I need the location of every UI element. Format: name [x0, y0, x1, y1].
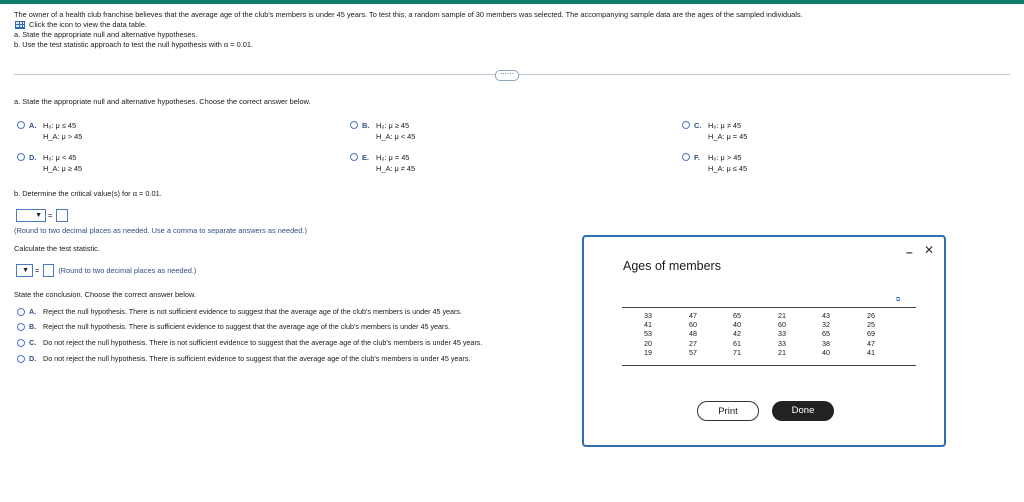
data-cell: 38: [822, 338, 830, 348]
option-b[interactable]: [350, 121, 415, 142]
alt-hypothesis: H_A: μ < 45: [376, 131, 416, 141]
critical-value-dropdown[interactable]: [16, 209, 46, 222]
radio-icon[interactable]: [350, 121, 358, 129]
question-a-prompt: a. State the appropriate null and alternative hypotheses. Choose the correct answer below.: [14, 97, 311, 106]
data-cell: 20: [644, 338, 652, 348]
top-accent-bar: [0, 0, 1024, 4]
option-letter: B.: [29, 322, 37, 331]
null-hypothesis: H₀: μ < 45: [43, 153, 77, 162]
data-column-4: [770, 311, 786, 357]
option-letter: F.: [694, 153, 700, 162]
option-letter: E.: [362, 153, 369, 162]
data-cell: 48: [689, 329, 697, 339]
data-cell: 57: [689, 347, 697, 357]
radio-icon[interactable]: [17, 323, 25, 331]
alt-hypothesis: H_A: μ ≠ 45: [376, 163, 416, 173]
alt-hypothesis: H_A: μ ≤ 45: [708, 163, 748, 173]
option-letter: A.: [29, 121, 37, 130]
option-letter: A.: [29, 307, 37, 316]
equals-sign: =: [35, 266, 40, 275]
null-hypothesis: H₀: μ ≠ 45: [708, 121, 742, 130]
data-cell: 71: [733, 347, 741, 357]
radio-icon[interactable]: [17, 153, 25, 161]
data-column-2: [681, 311, 697, 357]
close-icon[interactable]: ✕: [924, 243, 935, 257]
alt-hypothesis: H_A: μ = 45: [708, 131, 748, 141]
data-cell: 60: [689, 320, 697, 330]
option-d[interactable]: [17, 153, 82, 174]
conclusion-text: Do not reject the null hypothesis. There is not sufficient evidence to suggest that the average age of the club's members is under 45 years.: [43, 338, 483, 347]
test-statistic-dropdown[interactable]: [16, 264, 33, 277]
option-c[interactable]: [682, 121, 747, 142]
data-cell: 27: [689, 338, 697, 348]
option-letter: D.: [29, 153, 37, 162]
option-letter: C.: [694, 121, 702, 130]
print-button[interactable]: Print: [697, 401, 759, 421]
data-cell: 33: [644, 311, 652, 320]
data-cell: 25: [867, 320, 875, 330]
data-cell: 43: [822, 311, 830, 320]
option-e[interactable]: [350, 153, 415, 174]
data-cell: 60: [778, 320, 786, 330]
hypothesis-pair: [376, 153, 415, 174]
data-column-6: [859, 311, 875, 357]
conclusion-text: Reject the null hypothesis. There is not sufficient evidence to suggest that the average age of the club's members is under 45 years.: [43, 307, 463, 316]
radio-icon[interactable]: [17, 308, 25, 316]
data-cell: 40: [822, 347, 830, 357]
problem-statement: The owner of a health club franchise believes that the average age of the club's members is under 45 years. To test this, a random sample of 30 members was selected. The accompanying sample data are the ages of the sampled individuals.: [14, 10, 803, 19]
radio-icon[interactable]: [682, 153, 690, 161]
test-statistic-input[interactable]: [43, 264, 54, 277]
conclusion-option-c[interactable]: [17, 338, 482, 347]
radio-icon[interactable]: [350, 153, 358, 161]
data-cell: 61: [733, 338, 741, 348]
part-a-instruction: a. State the appropriate null and alternative hypotheses.: [14, 30, 198, 39]
data-column-5: [814, 311, 830, 357]
data-cell: 33: [778, 338, 786, 348]
data-cell: 65: [733, 311, 741, 320]
done-button[interactable]: Done: [772, 401, 834, 421]
conclusion-option-a[interactable]: [17, 307, 462, 316]
data-column-3: [725, 311, 741, 357]
option-letter: B.: [362, 121, 370, 130]
option-letter: D.: [29, 354, 37, 363]
data-cell: 47: [867, 338, 875, 348]
data-table-link-text[interactable]: Click the icon to view the data table.: [29, 20, 147, 29]
table-icon[interactable]: [15, 21, 25, 29]
null-hypothesis: H₀: μ > 45: [708, 153, 742, 162]
data-cell: 41: [867, 347, 875, 357]
conclusion-option-b[interactable]: [17, 322, 450, 331]
round-hint-critical: (Round to two decimal places as needed. Use a comma to separate answers as needed.): [14, 226, 307, 235]
hypothesis-pair: [43, 153, 82, 174]
data-cell: 32: [822, 320, 830, 330]
data-cell: 26: [867, 311, 875, 320]
data-cell: 69: [867, 329, 875, 339]
copy-data-icon[interactable]: ⧉: [896, 297, 901, 303]
conclusion-text: Reject the null hypothesis. There is sufficient evidence to suggest that the average age of the club's members is under 45 years.: [43, 322, 451, 331]
round-hint-statistic: (Round to two decimal places as needed.): [58, 266, 197, 275]
conclusion-prompt: State the conclusion. Choose the correct answer below.: [14, 290, 196, 299]
null-hypothesis: H₀: μ ≤ 45: [43, 121, 77, 130]
data-cell: 53: [644, 329, 652, 339]
hypothesis-pair: [43, 121, 82, 142]
radio-icon[interactable]: [17, 339, 25, 347]
data-cell: 21: [778, 347, 786, 357]
null-hypothesis: H₀: μ = 45: [376, 153, 410, 162]
option-a[interactable]: [17, 121, 82, 142]
radio-icon[interactable]: [17, 355, 25, 363]
data-cell: 33: [778, 329, 786, 339]
hypothesis-pair: [708, 121, 747, 142]
caret-down-icon[interactable]: ▼: [35, 212, 42, 219]
data-cell: 47: [689, 311, 697, 320]
null-hypothesis: H₀: μ ≥ 45: [376, 121, 410, 130]
critical-value-row: [16, 209, 68, 222]
test-statistic-row: [16, 264, 196, 277]
data-column-1: [636, 311, 652, 357]
question-b-prompt: b. Determine the critical value(s) for α = 0.01.: [14, 189, 162, 198]
radio-icon[interactable]: [17, 121, 25, 129]
part-b-instruction: b. Use the test statistic approach to test the null hypothesis with α = 0.01.: [14, 40, 254, 49]
option-f[interactable]: [682, 153, 747, 174]
alt-hypothesis: H_A: μ > 45: [43, 131, 83, 141]
data-cell: 19: [644, 347, 652, 357]
data-cell: 65: [822, 329, 830, 339]
conclusion-text: Do not reject the null hypothesis. There is sufficient evidence to suggest that the average age of the club's members is under 45 years.: [43, 354, 471, 363]
ages-data-table: [622, 307, 916, 366]
calc-statistic-prompt: Calculate the test statistic.: [14, 244, 100, 253]
expand-more-button[interactable]: ⋯⋯: [495, 70, 519, 81]
caret-down-icon[interactable]: ▼: [22, 267, 29, 274]
alt-hypothesis: H_A: μ ≥ 45: [43, 163, 83, 173]
option-letter: C.: [29, 338, 37, 347]
critical-value-input[interactable]: [56, 209, 68, 222]
minimize-icon[interactable]: –: [906, 245, 913, 259]
data-cell: 41: [644, 320, 652, 330]
problem-intro: [14, 10, 1014, 50]
data-table-link[interactable]: [15, 20, 1014, 30]
hypothesis-pair: [376, 121, 415, 142]
data-cell: 42: [733, 329, 741, 339]
radio-icon[interactable]: [682, 121, 690, 129]
hypothesis-pair: [708, 153, 747, 174]
data-cell: 40: [733, 320, 741, 330]
conclusion-option-d[interactable]: [17, 354, 470, 363]
data-cell: 21: [778, 311, 786, 320]
dialog-title: Ages of members: [623, 259, 721, 273]
data-table-dialog: [582, 235, 946, 447]
equals-sign: =: [48, 211, 53, 220]
